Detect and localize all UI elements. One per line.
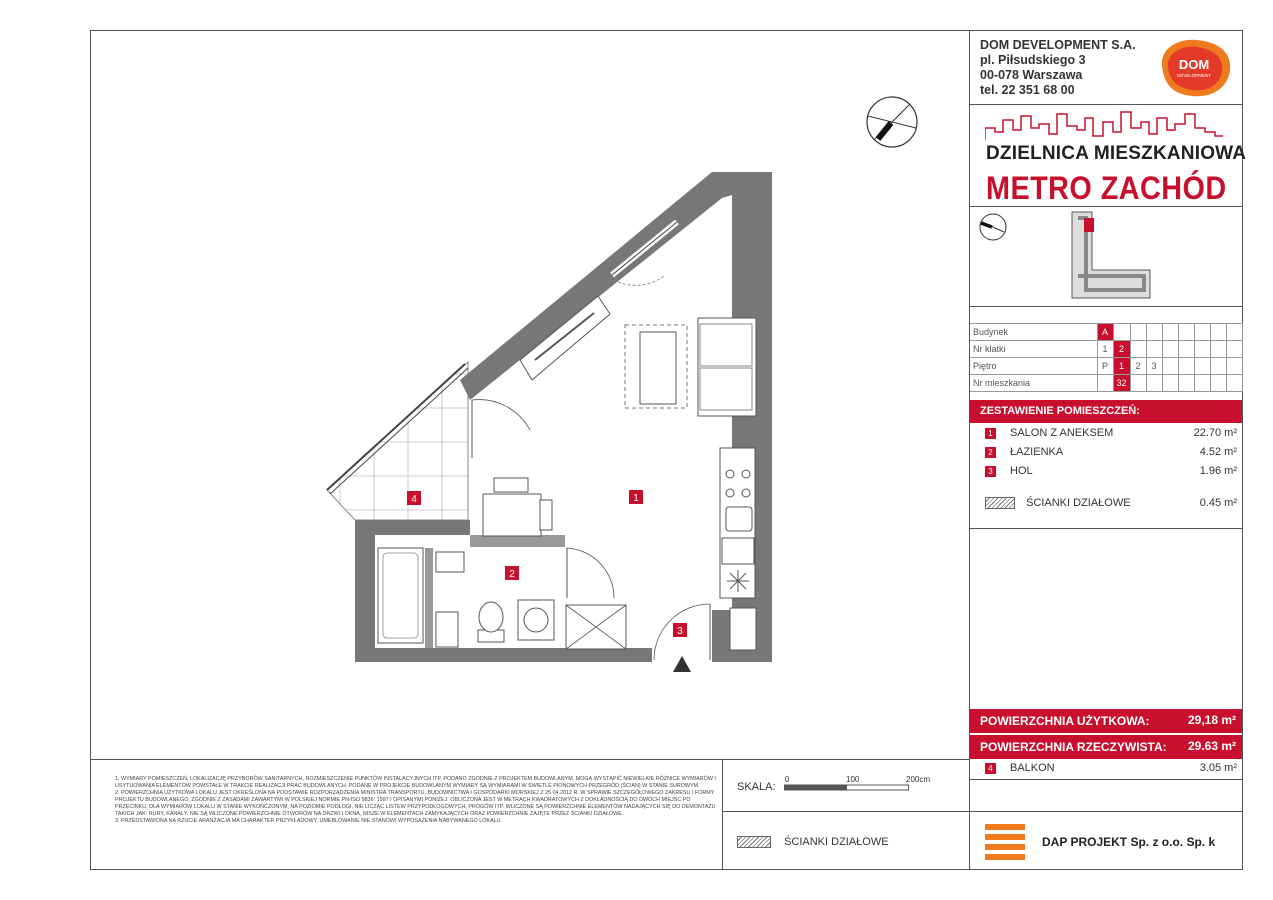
notes-block xyxy=(115,776,720,825)
info-label: Nr klatki xyxy=(970,341,1097,358)
scale-tick-100: 100 xyxy=(846,775,860,784)
info-row xyxy=(970,375,1242,392)
scale-tick-200: 200cm xyxy=(906,775,931,784)
project-title-line1: DZIELNICA MIESZKANIOWA xyxy=(986,143,1247,164)
floor-plan xyxy=(320,170,780,680)
info-label: Piętro xyxy=(970,358,1097,375)
info-cell: 2 xyxy=(1130,358,1146,375)
room-row xyxy=(985,427,1237,443)
project-title-line2: METRO ZACHÓD xyxy=(986,170,1227,206)
note-3: 3. PRZEDSTAWIONA NA RZUCIE ARANŻACJA MA CHARAKTER PRZYKŁADOWY, UMEBLOWANIE NIE STANOWI WYPOSAŻENIA NABYWANEGO LOKALU. xyxy=(115,818,502,824)
note-2: 2. POWIERZCHNIA UŻYTKOWA LOKALU JEST OKREŚLONA NA PODSTAWIE ROZPORZĄDZENIA MINISTRA TRANSPORTU, BUDOWNICTWA I GOSPODARKI MORSKIEJ Z 25.04.2012 R. W SPRAWIE SZCZEGÓŁOWEGO ZAKRESU I FORMY PROJEKTU BUDOWLANEGO, ZGODNIE Z ZASADAMI ZAWARTYMI W POLSKIEJ NORMIE PN-ISO 9836: 1997 I OPISANYMI PONIŻEJ: OBLICZONA JEST W METRACH KWADRATOWYCH Z DOKŁADNOŚCIĄ DO DWÓCH MIEJSC PO PRZECINKU, DLA WYMIARÓW LOKALU W STANIE WYKOŃCZONYM, NA POZIOMIE PODŁOGI, NIE LICZĄC LISTEW PRZYPODŁOGOWYCH, PROGÓW ITP. WLICZONE SĄ POWIERZCHNIE ELEMENTÓW NADAJĄCYCH SIĘ DO DEMONTAŻU TAKICH JAK: RURY, KANAŁY. NIE SĄ WLICZONE POWIERZCHNIE OTWORÓW NA DRZWI I OKNA, NISZE W ELEMENTACH ZAMYKAJĄCYCH ORAZ POWIERZCHNIE ZAJĘTE PRZEZ ŚCIANKI DZIAŁOWE. xyxy=(115,790,716,817)
info-cell xyxy=(1178,324,1194,341)
info-cell xyxy=(1178,341,1194,358)
compass-small-icon xyxy=(978,212,1008,242)
info-cell xyxy=(1226,341,1242,358)
info-cell xyxy=(1130,375,1146,392)
legend-walls-label: ŚCIANKI DZIAŁOWE xyxy=(784,836,889,848)
info-cell xyxy=(1210,324,1226,341)
architect-divider xyxy=(969,811,1243,812)
info-cell xyxy=(1226,375,1242,392)
scale-divider xyxy=(722,811,970,812)
company-address xyxy=(980,38,1136,98)
info-cell xyxy=(1162,324,1178,341)
actual-area-bar xyxy=(970,735,1242,759)
company-city: 00-078 Warszawa xyxy=(980,68,1083,82)
rooms-header: ZESTAWIENIE POMIESZCZEŃ: xyxy=(970,400,1242,423)
apartment-info-table xyxy=(970,323,1243,392)
balcony-divider xyxy=(969,779,1243,780)
info-cell xyxy=(1194,324,1210,341)
company-phone: tel. 22 351 68 00 xyxy=(980,83,1075,97)
room-area: 1.96 m² xyxy=(1199,465,1237,477)
scale-bar xyxy=(784,784,910,792)
room-name: ŁAZIENKA xyxy=(1010,446,1064,458)
info-cell xyxy=(1210,375,1226,392)
usable-area-label: POWIERZCHNIA UŻYTKOWA: xyxy=(980,714,1150,728)
bath-sink xyxy=(436,552,464,572)
info-row xyxy=(970,358,1242,375)
room-area: 22.70 m² xyxy=(1193,427,1237,439)
info-cell xyxy=(1210,341,1226,358)
room-label-4: 4 xyxy=(411,494,417,505)
info-cell xyxy=(1162,375,1178,392)
info-cell xyxy=(1097,375,1113,392)
info-cell xyxy=(1130,341,1146,358)
usable-area-value: 29,18 m² xyxy=(1187,713,1236,727)
compass-icon xyxy=(864,94,920,150)
info-cell: P xyxy=(1097,358,1113,375)
coffee-table xyxy=(640,332,676,404)
info-cell: 3 xyxy=(1146,358,1162,375)
dap-logo-icon xyxy=(985,824,1025,860)
info-cell xyxy=(1162,341,1178,358)
actual-area-label: POWIERZCHNIA RZECZYWISTA: xyxy=(980,740,1167,754)
info-cell: A xyxy=(1097,324,1113,341)
logo-subtext: DEVELOPMENT xyxy=(1176,73,1212,78)
info-cell xyxy=(1162,358,1178,375)
outer-wall-left xyxy=(355,520,375,662)
room-name: HOL xyxy=(1010,465,1033,477)
balcony-name: BALKON xyxy=(1010,762,1055,774)
company-name: DOM DEVELOPMENT S.A. xyxy=(980,38,1136,52)
info-row xyxy=(970,341,1242,358)
hatch-swatch xyxy=(985,497,1015,509)
info-cell xyxy=(1113,324,1130,341)
balcony-badge: 4 xyxy=(985,763,996,774)
legend-walls xyxy=(737,836,889,848)
bathroom-wall-inner xyxy=(425,548,433,648)
balcony-area: 3.05 m² xyxy=(1199,762,1237,774)
dining-table xyxy=(483,494,541,536)
title-divider xyxy=(969,206,1243,207)
note-1: 1. WYMIARY POMIESZCZEŃ, LOKALIZACJĘ PRZYBORÓW SANITARNYCH, ROZMIESZCZENIE PUNKTÓW INSTALACYJNYCH ITP. PODANO ZGODNIE Z PROJEKTEM BUDOWLANYM. MOGĄ WYSTĄPIĆ NIEWIELKIE RÓŻNICE WYMIARÓW I USYTUOWANIA ELEMENTÓW POWSTAŁE W TRAKCIE REALIZACJI PRAC BUDOWLANYCH. PODANE W PROJEKCIE BUDOWLANYM WYMIARY SĄ WYMIARAMI W ŚWIETLE PIONOWYCH PRZEGRÓD (ŚCIAN) W STANIE SUROWYM. xyxy=(115,776,716,789)
info-label: Budynek xyxy=(970,324,1097,341)
outer-wall-right xyxy=(755,195,772,662)
info-cell xyxy=(1146,341,1162,358)
walls-row xyxy=(985,497,1237,513)
header-divider xyxy=(969,104,1243,105)
room-badge: 1 xyxy=(985,428,996,439)
info-cell: 2 xyxy=(1113,341,1130,358)
info-cell xyxy=(1194,341,1210,358)
info-row xyxy=(970,324,1242,341)
info-cell xyxy=(1226,358,1242,375)
site-divider xyxy=(969,306,1243,307)
rooms-divider xyxy=(969,528,1243,529)
site-plan-icon xyxy=(1062,210,1152,302)
room-area: 4.52 m² xyxy=(1199,446,1237,458)
walls-area: 0.45 m² xyxy=(1199,497,1237,509)
info-cell xyxy=(1178,358,1194,375)
room-label-1: 1 xyxy=(633,493,639,504)
room-row xyxy=(985,465,1237,481)
bathroom-wall-top xyxy=(470,535,565,547)
info-cell: 1 xyxy=(1113,358,1130,375)
info-cell: 1 xyxy=(1097,341,1113,358)
info-cell xyxy=(1146,324,1162,341)
actual-area-value: 29.63 m² xyxy=(1187,739,1236,753)
info-cell xyxy=(1194,358,1210,375)
notes-divider xyxy=(722,759,723,870)
company-street: pl. Piłsudskiego 3 xyxy=(980,53,1086,67)
info-label: Nr mieszkania xyxy=(970,375,1097,392)
room-badge: 2 xyxy=(985,447,996,458)
room-row xyxy=(985,446,1237,462)
info-cell xyxy=(1146,375,1162,392)
walls-label: ŚCIANKI DZIAŁOWE xyxy=(1026,497,1131,509)
info-cell xyxy=(1178,375,1194,392)
skyline-graphic xyxy=(985,110,1223,142)
info-cell xyxy=(1210,358,1226,375)
room-label-3: 3 xyxy=(677,626,683,637)
scale-tick-0: 0 xyxy=(785,775,790,784)
room-label-2: 2 xyxy=(509,569,515,580)
balcony-area-shape xyxy=(327,362,468,520)
room-name: SALON Z ANEKSEM xyxy=(1010,427,1114,439)
usable-area-bar xyxy=(970,709,1242,733)
legend-hatch-swatch xyxy=(737,836,771,848)
logo-text: DOM xyxy=(1178,57,1210,72)
info-cell xyxy=(1130,324,1146,341)
room-badge: 3 xyxy=(985,466,996,477)
dom-development-logo xyxy=(1152,36,1234,100)
scale-label: SKALA: xyxy=(737,781,776,793)
info-cell: 32 xyxy=(1113,375,1130,392)
balcony-row xyxy=(985,762,1237,778)
info-cell xyxy=(1194,375,1210,392)
info-cell xyxy=(1226,324,1242,341)
bottom-strip-divider xyxy=(90,759,970,760)
architect-name: DAP PROJEKT Sp. z o.o. Sp. k xyxy=(1042,835,1216,849)
entry-arrow-icon xyxy=(673,656,691,672)
